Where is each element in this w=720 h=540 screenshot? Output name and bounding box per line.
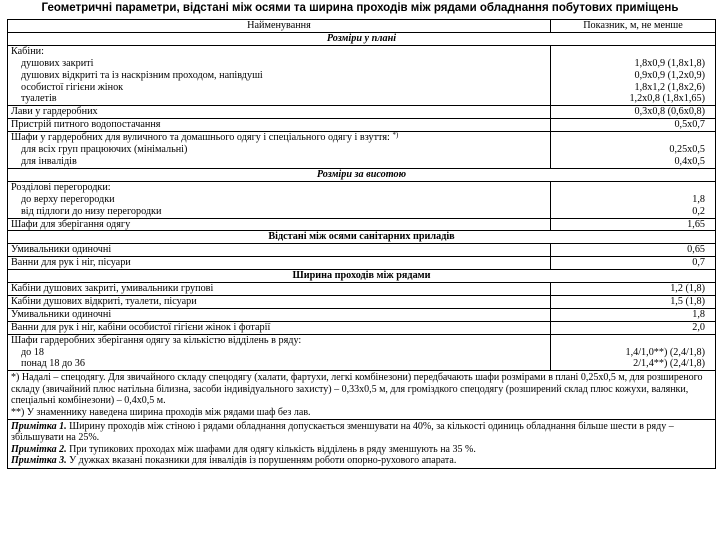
- p-sinks-label: Умивальники одиночні: [8, 308, 551, 321]
- p-sinks-value: 1,8: [551, 308, 716, 321]
- section-plan: Розміри у плані: [8, 32, 716, 45]
- table-row: [8, 181, 716, 218]
- storage-value: 1,65: [551, 218, 716, 231]
- row-value: [551, 45, 716, 106]
- p-to18-value: 1,4/1,0**) (2,4/1,8): [625, 346, 705, 358]
- p-cabins-open-value: 1,5 (1,8): [551, 295, 716, 308]
- p-to18-label: до 18: [21, 346, 45, 358]
- baths-axes-value: 0,7: [551, 257, 716, 270]
- note-3: [11, 455, 712, 466]
- fountain-value: 0,5х0,7: [551, 119, 716, 132]
- note-3-label: Примітка 3.: [11, 455, 67, 467]
- document-title: Геометричні параметри, відстані між осями та ширина проходів між рядами обладнання побутових приміщень: [41, 2, 679, 14]
- footnote-2: **) У знаменнику наведена ширина проходів між рядами шаф без лав.: [11, 406, 311, 418]
- row-label: [8, 132, 551, 169]
- note-2-text: При тупикових проходах між шафами для одягу кількість відділень в ряду зменшують на 35 %.: [66, 443, 476, 455]
- lockers-disabled-value: 0,4х0,5: [674, 155, 705, 167]
- row-label: [8, 334, 551, 371]
- lockers-disabled-label: для інвалідів: [21, 155, 77, 167]
- header-name: Найменування: [8, 20, 551, 33]
- note-1-label: Примітка 1.: [11, 421, 67, 432]
- footnotes-row: [8, 371, 716, 420]
- benches-label: Лави у гардеробних: [8, 106, 551, 119]
- note-1-text: Ширину проходів між стіною і рядами обладнання допускається зменшувати на 40%, за кількості одиниць обладнання більше шести в ряду – збільшувати на 25%.: [11, 421, 674, 444]
- section-row: [8, 270, 716, 283]
- notes-row: [8, 420, 716, 469]
- p-cabins-closed-label: Кабіни душових закриті, умивальники групові: [8, 283, 551, 296]
- section-passages: Ширина проходів між рядами: [8, 270, 716, 283]
- parameters-table: [7, 19, 716, 469]
- fountain-label: Пристрій питного водопостачання: [8, 119, 551, 132]
- note-3-text: У дужках вказані показники для інвалідів із порушенням роботи опорно-рухового апарата.: [66, 455, 457, 467]
- sinks-single-value: 0,65: [551, 244, 716, 257]
- footnote-mark: *): [392, 131, 399, 140]
- p-baths-label: Ванни для рук і ніг, кабіни особистої гігієни жінок і фотарії: [8, 321, 551, 334]
- shower-closed-label: душових закриті: [21, 57, 94, 69]
- p-wardrobe-label: Шафи гардеробних зберігання одягу за кількістю відділень в ряду:: [11, 334, 302, 346]
- note-2: [11, 444, 712, 455]
- table-row: [8, 308, 716, 321]
- lockers-all-label: для всіх груп працюючих (мінімальні): [21, 144, 188, 156]
- section-row: [8, 231, 716, 244]
- footnote-1: *) Надалі – спецодягу. Для звичайного складу спецодягу (халати, фартухи, легкі комбінезони) передбачають шафи розмірами в плані 0,25х0,5 м, для розширеного складу (звичайний плюс натільна білизна, засоби індивідуального захисту) – 0,33х0,5 м, для громіздкого спецодягу (розширений склад плюс кожухи, валянки, спеціальні комбінезони) – 0,4х0,5 м.: [11, 372, 703, 407]
- baths-axes-label: Ванни для рук і ніг, пісуари: [8, 257, 551, 270]
- row-value: [551, 181, 716, 218]
- section-height: Розміри за висотою: [8, 168, 716, 181]
- part-top-value: 1,8: [692, 193, 705, 205]
- table-row: [8, 132, 716, 169]
- table-header-row: [8, 20, 716, 33]
- table-row: [8, 257, 716, 270]
- section-axes: Відстані між осями санітарних приладів: [8, 231, 716, 244]
- table-row: [8, 321, 716, 334]
- note-2-label: Примітка 2.: [11, 443, 67, 455]
- table-row: [8, 283, 716, 296]
- sinks-single-label: Умивальники одиночні: [8, 244, 551, 257]
- table-row: [8, 334, 716, 371]
- lockers-label: Шафи у гардеробних для вуличного та домашнього одягу і спеціального одягу і взуття:: [11, 132, 390, 144]
- hygiene-value: 1,8х1,2 (1,8х2,6): [634, 81, 705, 93]
- shower-open-value: 0,9х0,9 (1,2х0,9): [634, 69, 705, 81]
- toilets-value: 1,2х0,8 (1,8х1,65): [629, 93, 705, 105]
- header-value: Показник, м, не менше: [551, 20, 716, 33]
- shower-open-label: душових відкриті та із наскрізним проходом, напівдуші: [21, 69, 263, 81]
- row-value: [551, 132, 716, 169]
- section-row: [8, 32, 716, 45]
- table-row: [8, 45, 716, 106]
- notes-cell: [8, 420, 716, 469]
- p-cabins-open-label: Кабіни душових відкриті, туалети, пісуари: [8, 295, 551, 308]
- row-label: [8, 45, 551, 106]
- footnotes-cell: [8, 371, 716, 420]
- lockers-all-value: 0,25х0,5: [669, 144, 705, 156]
- table-row: [8, 295, 716, 308]
- p-over18-value: 2/1,4**) (2,4/1,8): [633, 358, 705, 370]
- part-top-label: до верху перегородки: [21, 193, 115, 205]
- table-row: [8, 106, 716, 119]
- note-1: [11, 421, 712, 444]
- table-row: [8, 218, 716, 231]
- table-row: [8, 119, 716, 132]
- p-baths-value: 2,0: [551, 321, 716, 334]
- p-cabins-closed-value: 1,2 (1,8): [551, 283, 716, 296]
- table-row: [8, 244, 716, 257]
- toilets-label: туалетів: [21, 93, 57, 105]
- storage-label: Шафи для зберігання одягу: [8, 218, 551, 231]
- shower-closed-value: 1,8х0,9 (1,8х1,8): [634, 57, 705, 69]
- row-label: [8, 181, 551, 218]
- benches-value: 0,3х0,8 (0,6х0,8): [551, 106, 716, 119]
- p-over18-label: понад 18 до 36: [21, 358, 85, 370]
- cabins-label: Кабіни:: [11, 45, 44, 57]
- partitions-label: Розділові перегородки:: [11, 181, 111, 193]
- row-value: [551, 334, 716, 371]
- part-floor-label: від підлоги до низу перегородки: [21, 205, 162, 217]
- section-row: [8, 168, 716, 181]
- hygiene-label: особистої гігієни жінок: [21, 81, 124, 93]
- part-floor-value: 0,2: [692, 205, 705, 217]
